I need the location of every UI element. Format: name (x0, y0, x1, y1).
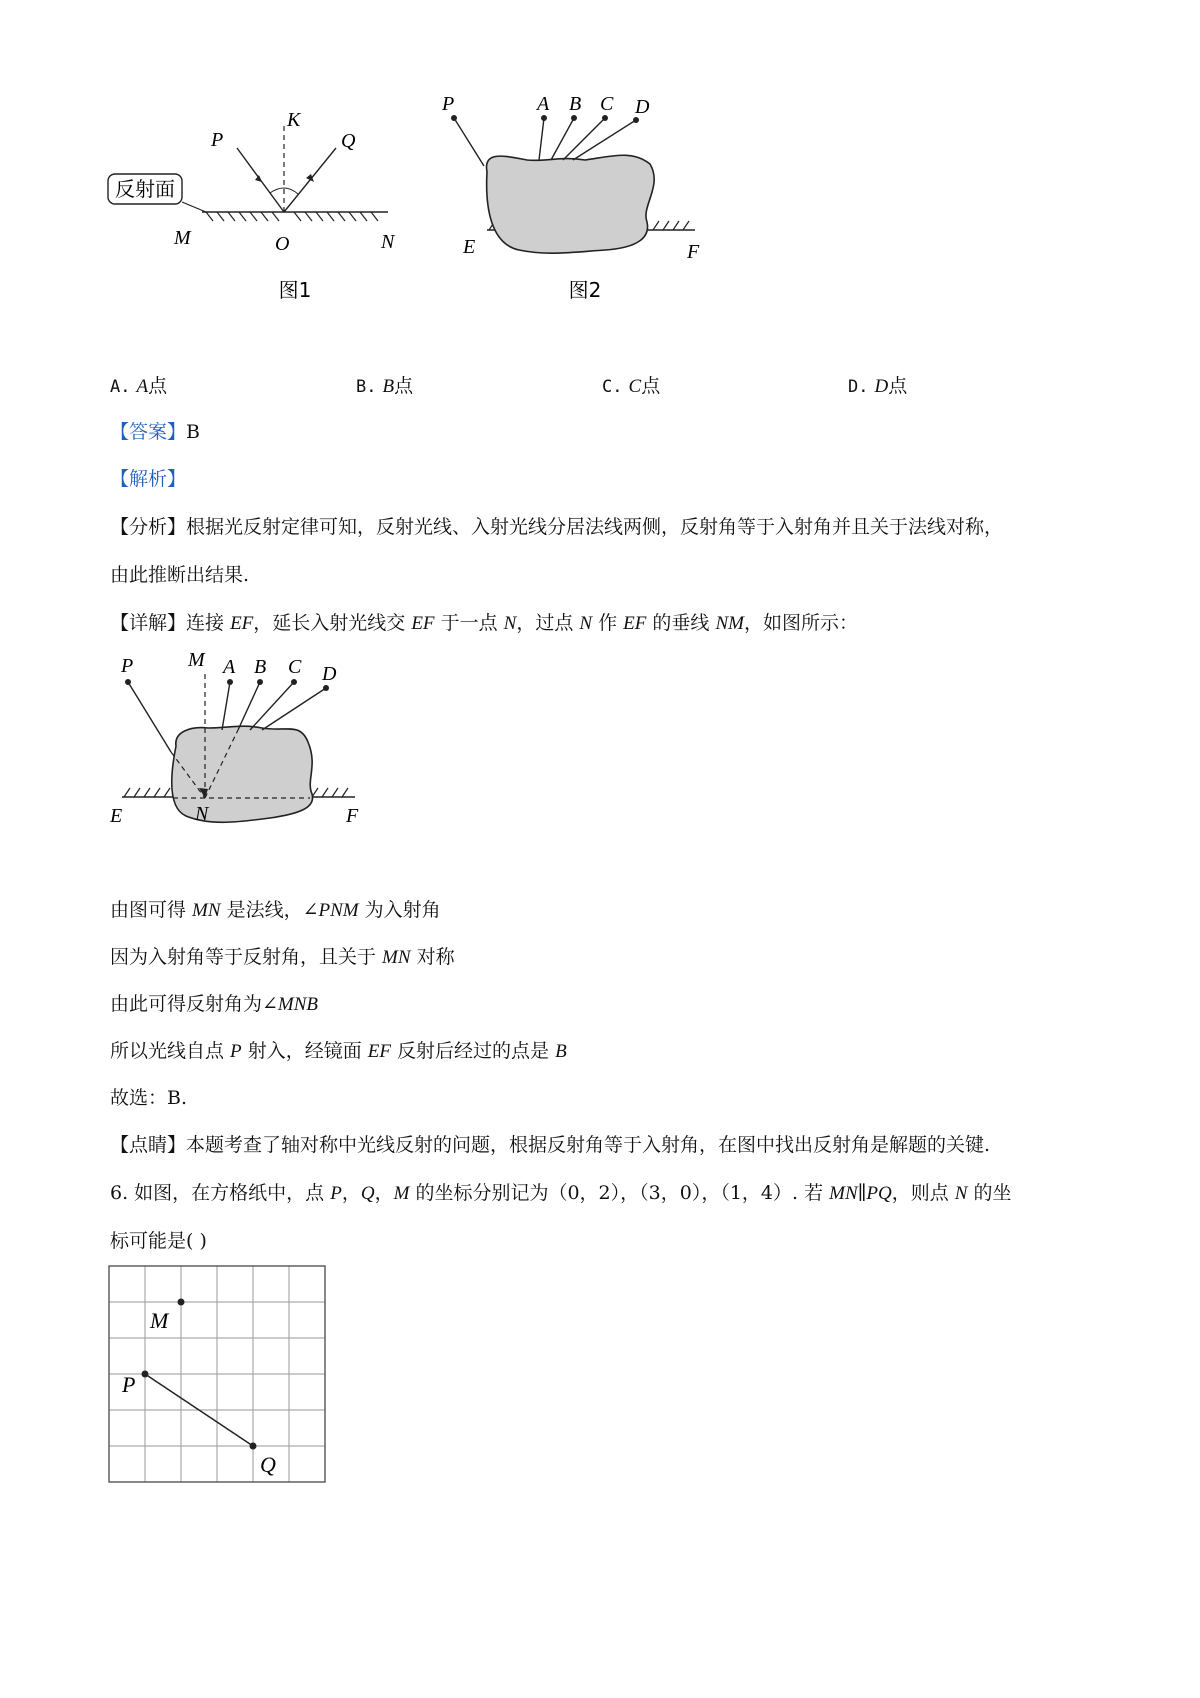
label-P: P (122, 1372, 136, 1397)
label-A: A (223, 656, 236, 678)
grid-figure (100, 1262, 330, 1492)
label-F: F (346, 805, 359, 827)
figure-1 (100, 90, 430, 300)
figure-2-caption: 图2 (568, 278, 602, 302)
label-O: O (275, 233, 290, 255)
label-A: A (537, 93, 550, 115)
ray-P (128, 682, 171, 752)
callout-text: 反射面 (115, 177, 175, 201)
step-2: 因为入射角等于反射角，且关于 MN 对称 (110, 946, 455, 968)
ray-A (222, 682, 230, 730)
step-4: 所以光线自点 P 射入，经镜面 EF 反射后经过的点是 B (110, 1040, 567, 1062)
incident-arrow (255, 175, 262, 182)
figure-3 (110, 648, 380, 836)
label-D: D (635, 96, 650, 118)
ray-P (454, 118, 484, 166)
point-Q (250, 1443, 257, 1450)
ray-D (262, 688, 326, 730)
label-C: C (288, 656, 302, 678)
callout-pointer (182, 202, 206, 212)
point-P (142, 1371, 149, 1378)
angle-arc-incident (270, 188, 284, 193)
label-M: M (150, 1308, 169, 1333)
angle-arc-reflected (284, 188, 298, 194)
label-K: K (287, 109, 301, 131)
figure-2 (442, 90, 715, 302)
question-6-line-1: 6. 如图，在方格纸中，点 P，Q，M 的坐标分别记为（0，2），（3，0），（1，4）. 若 MN∥PQ，则点 N 的坐 (110, 1182, 1012, 1204)
analysis-tag: 【解析】 (110, 468, 187, 490)
label-Q: Q (341, 130, 356, 152)
label-Q: Q (260, 1452, 276, 1477)
rock-shape (172, 726, 313, 822)
option-d: D. D点 (848, 375, 908, 397)
point-A (541, 115, 547, 121)
label-D: D (322, 663, 337, 685)
answer-line: 【答案】B (110, 421, 200, 443)
fenxi-line-2: 由此推断出结果. (110, 564, 250, 586)
point-C (602, 115, 608, 121)
step-5: 故选：B. (110, 1087, 188, 1109)
step-3: 由此可得反射角为∠MNB (110, 993, 319, 1015)
fenxi-line-1: 【分析】根据光反射定律可知，反射光线、入射光线分居法线两侧，反射角等于入射角并且关于法线对称， (110, 516, 1004, 538)
label-P: P (211, 129, 224, 151)
option-a: A. A点 (110, 375, 168, 397)
label-N: N (195, 803, 209, 825)
label-M: M (174, 227, 191, 249)
mirror-hatch (206, 212, 378, 221)
ray-B (551, 118, 574, 160)
step-1: 由图可得 MN 是法线，∠PNM 为入射角 (110, 899, 441, 921)
label-P: P (121, 655, 134, 677)
dianjing-line: 【点睛】本题考查了轴对称中光线反射的问题，根据反射角等于入射角，在图中找出反射角是解题的关键. (110, 1134, 991, 1156)
rock-shape (487, 155, 655, 253)
option-c: C. C点 (602, 375, 661, 397)
ray-A (539, 118, 544, 160)
label-F: F (687, 241, 700, 263)
label-E: E (463, 236, 476, 258)
question-6-line-2: 标可能是( ) (110, 1230, 207, 1252)
label-M: M (188, 649, 205, 671)
label-N: N (381, 231, 395, 253)
label-P: P (442, 93, 455, 115)
point-M (178, 1299, 185, 1306)
label-C: C (600, 93, 614, 115)
grid-lines (109, 1266, 325, 1482)
label-B: B (254, 656, 267, 678)
point-B (571, 115, 577, 121)
label-B: B (569, 93, 582, 115)
figure-1-caption: 图1 (278, 278, 312, 302)
option-b: B. B点 (356, 375, 414, 397)
xiangjie-line: 【详解】连接 EF，延长入射光线交 EF 于一点 N，过点 N 作 EF 的垂线 NM，如图所示： (110, 612, 858, 634)
label-E: E (110, 805, 123, 827)
